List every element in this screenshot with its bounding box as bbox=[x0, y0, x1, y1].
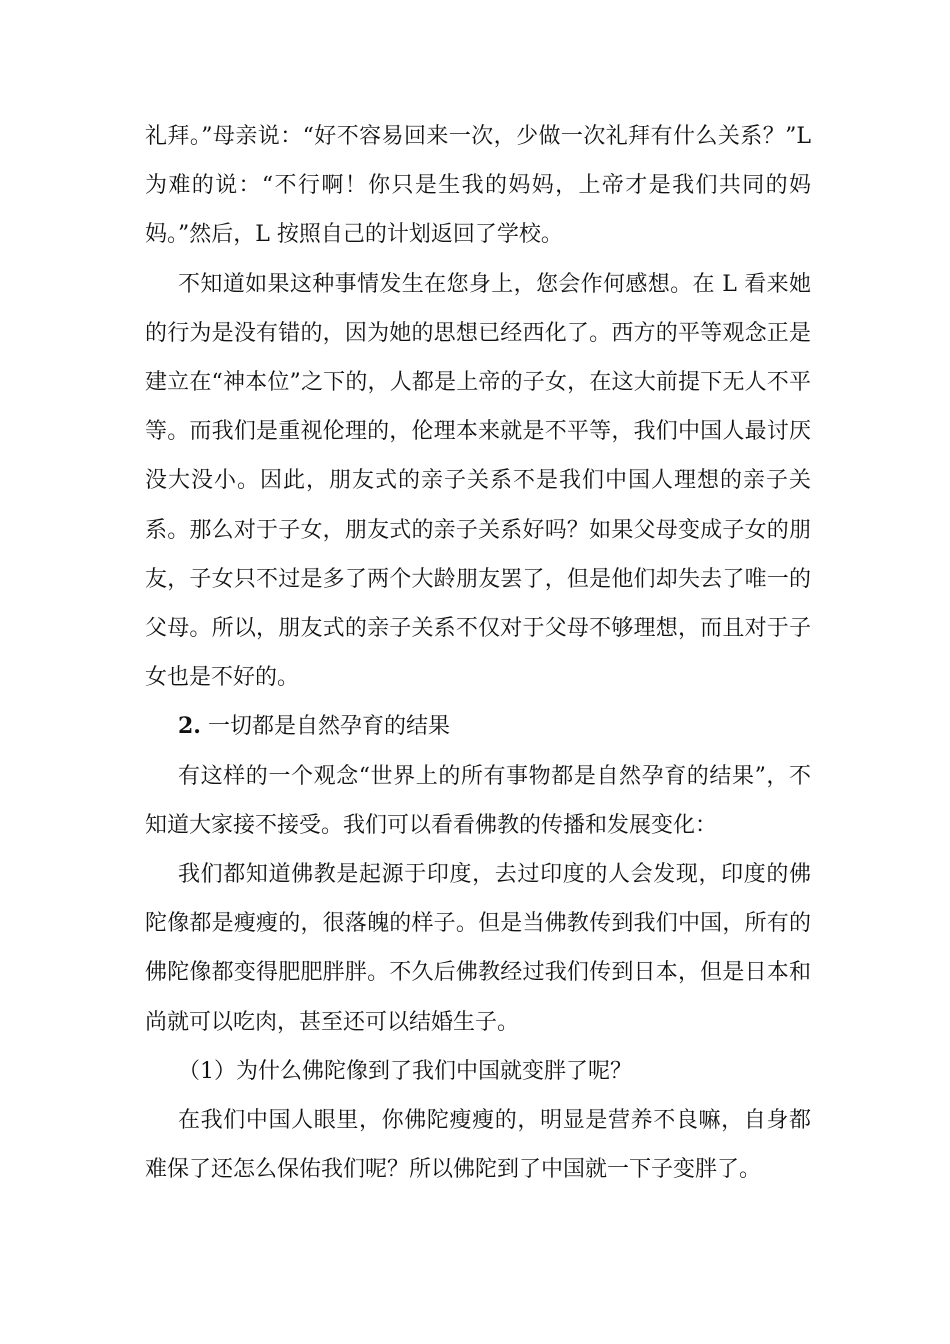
section-heading bbox=[145, 702, 811, 751]
paragraph-concept: 有这样的一个观念“世界上的所有事物都是自然孕育的结果”，不知道大家接不接受。我们可以看看佛教的传播和发展变化： bbox=[145, 763, 811, 838]
paragraph-buddhism: 我们都知道佛教是起源于印度，去过印度的人会发现，印度的佛陀像都是瘦瘦的，很落魄的样子。但是当佛教传到我们中国，所有的佛陀像都变得肥肥胖胖。不久后佛教经过我们传到日本，但是日本和尚就可以吃肉，甚至还可以结婚生子。 bbox=[145, 862, 811, 1035]
sub-heading: （1）为什么佛陀像到了我们中国就变胖了呢？ bbox=[178, 1058, 632, 1084]
paragraph-reflection: 不知道如果这种事情发生在您身上，您会作何感想。在 L 看来她的行为是没有错的，因为她的思想已经西化了。西方的平等观念正是建立在“神本位”之下的，人都是上帝的子女，在这大前提下无人不平等。而我们是重视伦理的，伦理本来就是不平等，我们中国人最讨厌没大没小。因此，朋友式的亲子关系不是我们中国人理想的亲子关系。那么对于子女，朋友式的亲子关系好吗？如果父母变成子女的朋友，子女只不过是多了两个大龄朋友罢了，但是他们却失去了唯一的父母。所以，朋友式的亲子关系不仅对于父母不够理想，而且对于子女也是不好的。 bbox=[145, 271, 811, 691]
paragraph-answer: 在我们中国人眼里，你佛陀瘦瘦的，明显是营养不良嘛，自身都难保了还怎么保佑我们呢？所以佛陀到了中国就一下子变胖了。 bbox=[145, 1108, 811, 1183]
section-number: 2. bbox=[178, 713, 201, 740]
paragraph-continued: 礼拜。”母亲说：“好不容易回来一次，少做一次礼拜有什么关系？”L 为难的说：“不行啊！你只是生我的妈妈，上帝才是我们共同的妈妈。”然后，L 按照自己的计划返回了学校。 bbox=[145, 124, 811, 248]
section-title: 一切都是自然孕育的结果 bbox=[207, 714, 450, 740]
body-text bbox=[145, 112, 811, 1194]
